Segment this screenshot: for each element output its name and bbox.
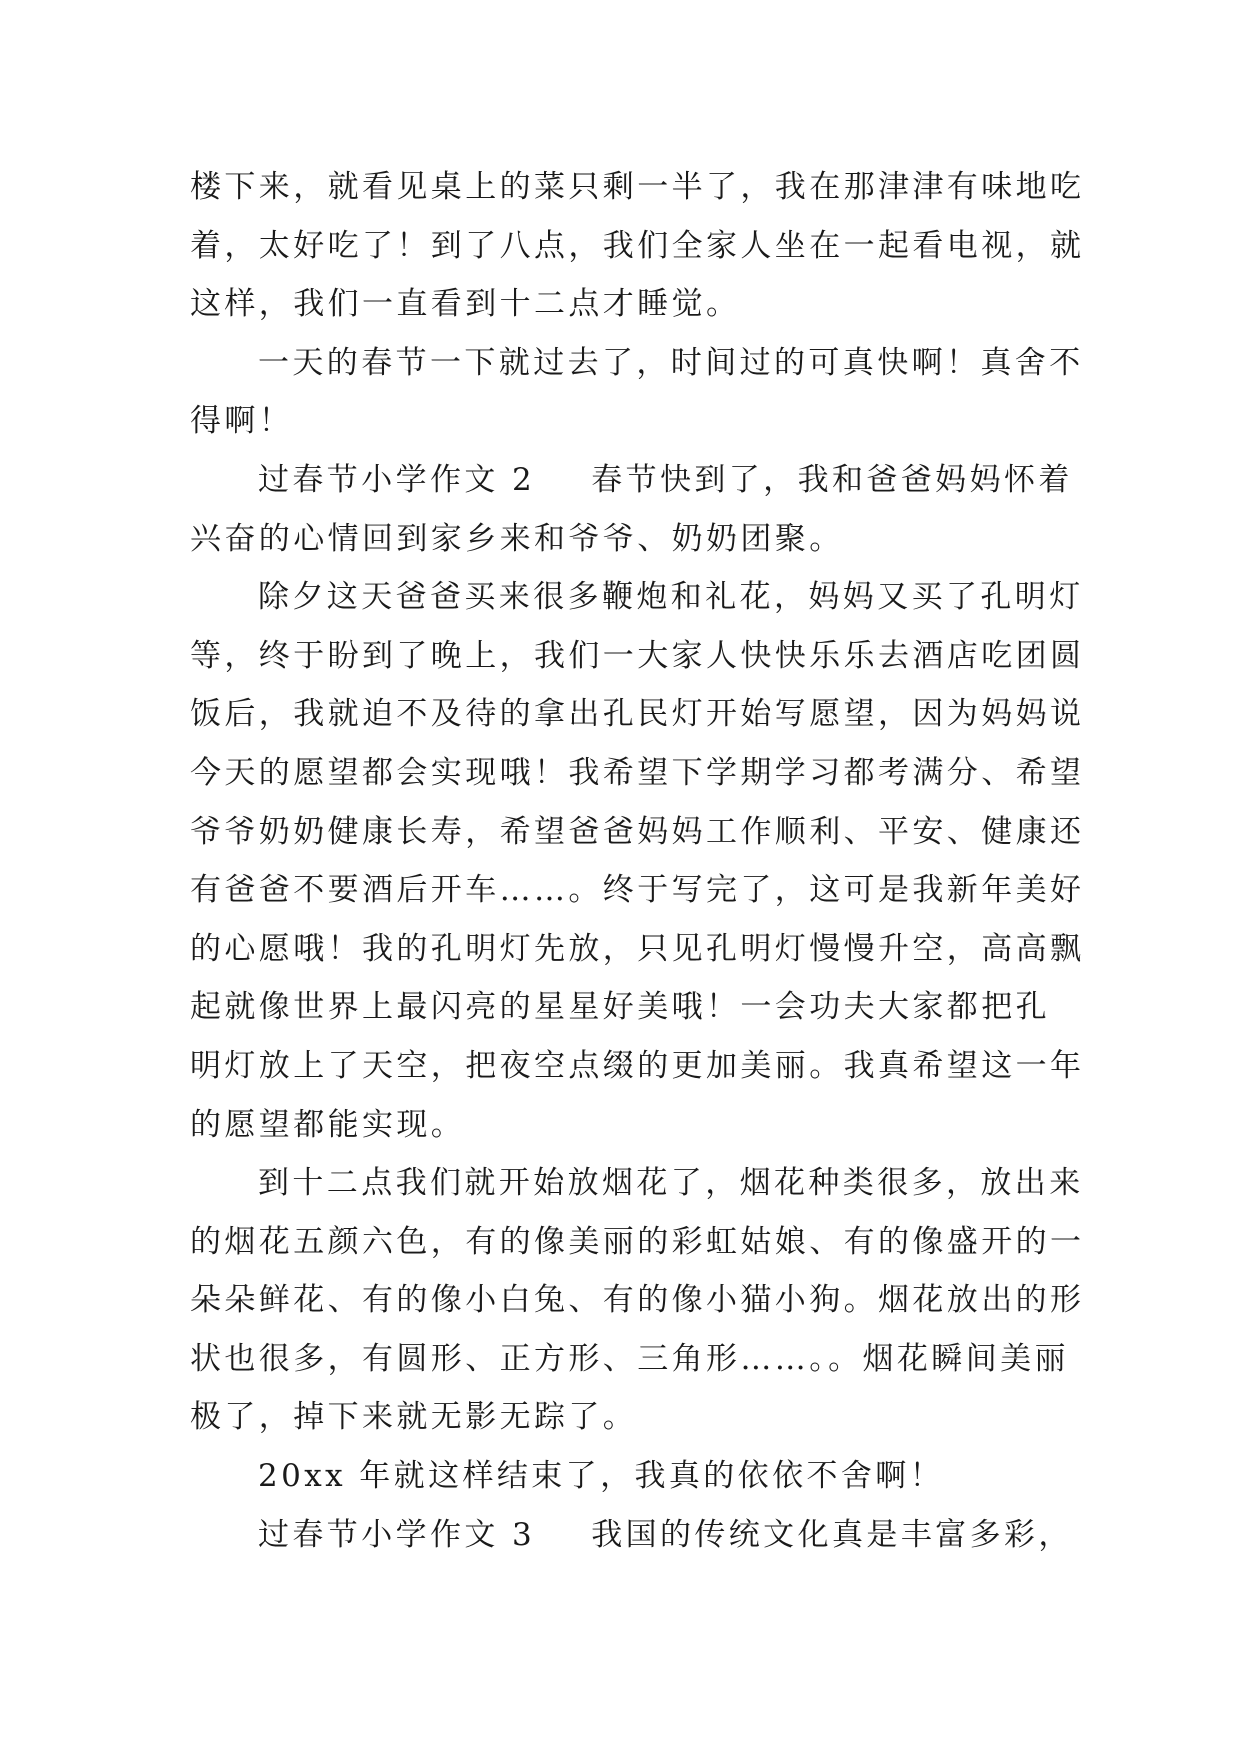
text-line: 的烟花五颜六色，有的像美丽的彩虹姑娘、有的像盛开的一 — [190, 1223, 1085, 1260]
essay-text — [190, 158, 1085, 1564]
text-line: 饭后，我就迫不及待的拿出孔民灯开始写愿望，因为妈妈说 — [190, 696, 1085, 733]
text-line: 楼下来，就看见桌上的菜只剩一半了，我在那津津有味地吃 — [190, 169, 1085, 205]
text-line: 朵朵鲜花、有的像小白兔、有的像小猫小狗。烟花放出的形 — [190, 1282, 1085, 1319]
text-line: 除夕这天爸爸买来很多鞭炮和礼花，妈妈又买了孔明灯 — [258, 579, 1084, 616]
text-line: 明灯放上了天空，把夜空点缀的更加美丽。我真希望这一年 — [190, 1047, 1085, 1084]
essay-heading: 过春节小学作文 2 — [258, 461, 536, 498]
text-line: 极了，掉下来就无影无踪了。 — [190, 1399, 638, 1436]
text-line: 有爸爸不要酒后开车……。终于写完了，这可是我新年美好 — [190, 872, 1085, 909]
text-line: 我国的传统文化真是丰富多彩， — [591, 1516, 1073, 1553]
text-line: 的心愿哦！我的孔明灯先放，只见孔明灯慢慢升空，高高飘 — [190, 930, 1085, 967]
text-line: 起就像世界上最闪亮的星星好美哦！一会功夫大家都把孔 — [190, 989, 1050, 1026]
text-line: 得啊！ — [190, 403, 294, 440]
text-line: 到十二点我们就开始放烟花了，烟花种类很多，放出来 — [258, 1165, 1084, 1202]
text-line: 爷爷奶奶健康长寿，希望爸爸妈妈工作顺利、平安、健康还 — [190, 813, 1085, 850]
essay-heading-line — [190, 1506, 1073, 1565]
text-line: 着，太好吃了！到了八点，我们全家人坐在一起看电视，就 — [190, 227, 1085, 264]
essay-heading-line — [190, 451, 1073, 510]
text-line: 状也很多，有圆形、正方形、三角形……。。烟花瞬间美丽 — [190, 1340, 1069, 1377]
text-line: 今天的愿望都会实现哦！我希望下学期学习都考满分、希望 — [190, 754, 1085, 791]
text-line: 等，终于盼到了晚上，我们一大家人快快乐乐去酒店吃团圆 — [190, 637, 1085, 674]
essay-heading: 过春节小学作文 3 — [258, 1516, 536, 1553]
text-line: 春节快到了，我和爸爸妈妈怀着 — [591, 461, 1073, 498]
text-line: 一天的春节一下就过去了，时间过的可真快啊！真舍不 — [258, 344, 1084, 381]
text-line: 这样，我们一直看到十二点才睡觉。 — [190, 286, 741, 323]
text-line: 的愿望都能实现。 — [190, 1106, 466, 1143]
text-line: 20xx 年就这样结束了，我真的依依不舍啊！ — [258, 1458, 945, 1495]
text-line: 兴奋的心情回到家乡来和爷爷、奶奶团聚。 — [190, 520, 844, 557]
